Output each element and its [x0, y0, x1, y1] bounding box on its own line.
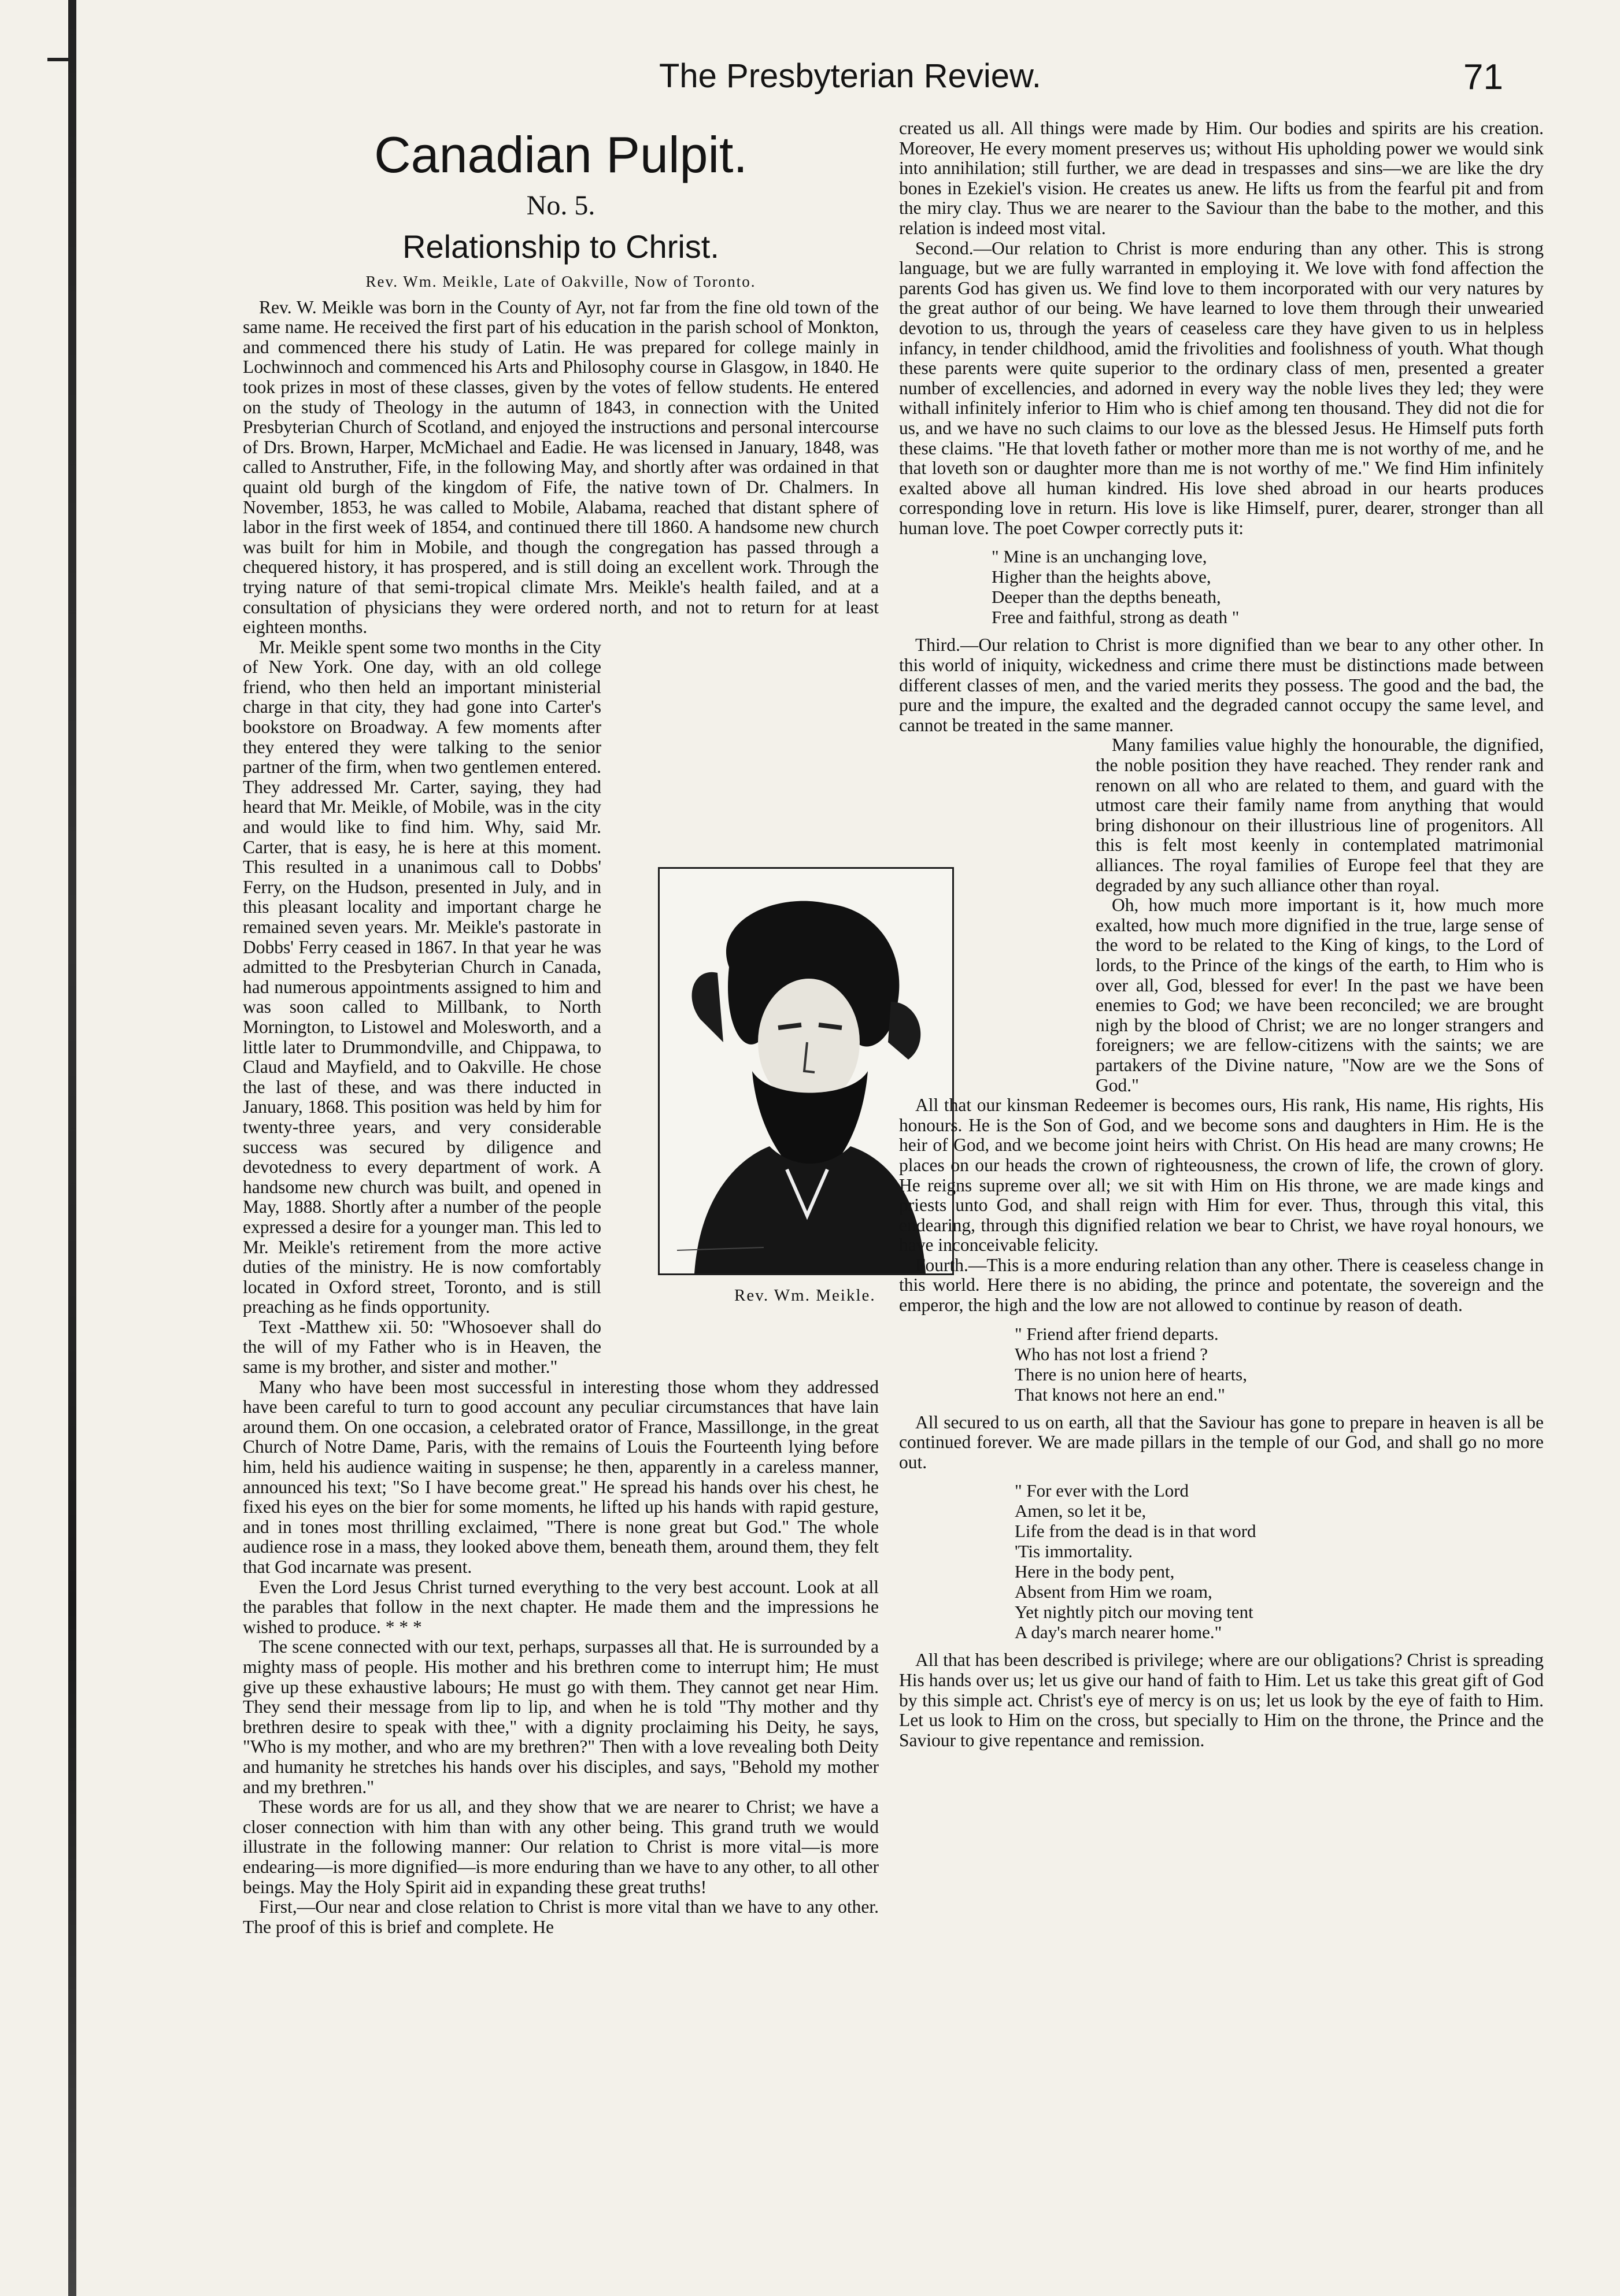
page-number: 71 — [1463, 57, 1503, 97]
paragraph: First,—Our near and close relation to Christ is more vital than we have to any other. The proof of this is brief and complete. He — [243, 1897, 879, 1937]
verse-line: A day's march nearer home." — [1015, 1622, 1222, 1643]
paragraph: All that has been described is privilege; where are our obligations? Christ is spreading His hands over us; let us give our hand of faith to Him. Let us take this great gift of God by this simple act. Christ's eye of mercy is on us; let us look by the eye of faith to Him. Let us look to Him on the cross, but specially to Him on the throne, the Prince and the Saviour to give repentance and remission. — [899, 1650, 1544, 1750]
verse-line: Higher than the heights above, — [992, 566, 1211, 587]
paragraph: All secured to us on earth, all that the Saviour has gone to prepare in heaven is all be continued forever. We are made pillars in the temple of our God, and shall go no more out. — [899, 1412, 1544, 1472]
article-number: No. 5. — [526, 190, 596, 221]
verse-quote — [992, 546, 1544, 627]
verse-quote — [1015, 1324, 1544, 1405]
paragraph: These words are for us all, and they show that we are nearer to Christ; we have a closer connection with him than with any other being. This grand truth we would illustrate in the following manner: Our relation to Christ is more vital—is more endearing—is more dignified—is more enduring than we have to any other, to all other beings. May the Holy Spirit aid in expanding these great truths! — [243, 1797, 879, 1897]
paragraph: Rev. W. Meikle was born in the County of Ayr, not far from the fine old town of the same name. He received the first part of his education in the parish school of Monkton, and commenced there his study of Latin. He was prepared for college mainly in Lochwinnoch and commenced his Arts and Philosophy course in Glasgow, in 1840. He took prizes in most of these classes, given by the votes of fellow students. He entered on the study of Theology in the autumn of 1843, in connection with the United Presbyterian Church of Scotland, and enjoyed the instructions and personal intercourse of Drs. Brown, Harper, McMichael and Eadie. He was licensed in January, 1848, was called to Anstruther, Fife, in the following May, and shortly after was ordained in that quaint old burgh of the kingdom of Fife, the native town of Dr. Chalmers. In November, 1853, he was called to Mobile, Alabama, reached that distant sphere of labor in the first week of 1854, and continued there till 1860. A handsome new church was built for him in Mobile, and though the congregation has passed through a chequered history, it has prospered, and is still doing an excellent work. Through the trying nature of that semi-tropical climate Mrs. Meikle's health failed, and at a consultation of physicians they were ordered north, and not to return for at least eighteen months. — [243, 297, 879, 638]
article-subtitle: Relationship to Christ. — [402, 228, 719, 265]
verse-line: Who has not lost a friend ? — [1015, 1343, 1208, 1364]
verse-line: Here in the body pent, — [1015, 1561, 1175, 1582]
paragraph: Fourth.—This is a more enduring relation than any other. There is ceaseless change in this world. Here there is no abiding, the prince and potentate, the sovereign and the emperor, the high and the low are not allowed to continue by reason of death. — [899, 1254, 1544, 1316]
binding-shadow — [68, 0, 76, 2296]
verse-line: Free and faithful, strong as death " — [992, 607, 1240, 628]
verse-line: " Friend after friend departs. — [1015, 1323, 1219, 1344]
paragraph: Text -Matthew xii. 50: "Whosoever shall do the will of my Father who is in Heaven, the same is my brother, and sister and mother." — [243, 1316, 601, 1377]
verse-line: 'Tis immortality. — [1015, 1541, 1133, 1562]
paragraph: Many who have been most successful in interesting those whom they addressed have been careful to turn to good account any peculiar circumstances that have lain around them. On one occasion, a celebrated orator of France, Massillonge, in the great Church of Notre Dame, Paris, with the remains of Louis the Fourteenth lying before him, held his audience waiting in suspense; he then, apparently in a careless manner, announced his text; "So I have become great." He spread his hands over his chest, he fixed his eyes on the bier for some moments, he lifted up his hands with rapid gesture, and in tones most thrilling exclaimed, "There is none great but God." The whole audience rose in a mass, they looked above them, beneath them, around them, they felt that God incarnate was present. — [243, 1376, 879, 1577]
verse-line: Yet nightly pitch our moving tent — [1015, 1602, 1253, 1623]
scan-mark — [47, 58, 69, 61]
paragraph: Many families value highly the honourable, the dignified, the noble position they have reached. They render rank and renown on all who are related to them, and guard with the utmost care their family name from anything that would bring dishonour on their illustrious line of progenitors. All this is felt most keenly in contemplated matrimonial alliances. The royal families of Europe feel that they are degraded by any such alliance other than royal. — [1096, 735, 1544, 895]
verse-line: Amen, so let it be, — [1015, 1501, 1146, 1521]
section-title: Canadian Pulpit. — [374, 126, 748, 183]
verse-line: " Mine is an unchanging love, — [992, 546, 1207, 567]
verse-line: " For ever with the Lord — [1015, 1480, 1189, 1501]
paragraph: Oh, how much more important is it, how much more exalted, how much more dignified in the true, large sense of the word to be related to the King of kings, to the Lord of lords, to the Prince of the kings of the earth, to Him who is over all, God, blessed for ever! In the past we have been enemies to God; we have been reconciled; we are brought nigh by the blood of Christ; we are no longer strangers and foreigners; we are fellow-citizens with the saints; we are partakers of the Divine nature, "Now are we the Sons of God." — [1096, 895, 1544, 1095]
verse-line: Deeper than the depths beneath, — [992, 587, 1221, 608]
paragraph: Second.—Our relation to Christ is more enduring than any other. This is strong language, but we are fully warranted in employing it. We love with fond affection the parents God has given us. We find love to them incorporated with our very natures by the great author of our being. We have learned to love them through their unwearied devotion to us, through the years of ceaseless care they have given to us in helpless infancy, in tender childhood, amid the frivolities and foolishness of youth. What though these parents were quite superior to the ordinary class of men, presented a greater number of excellencies, and adorned in every way the noble lives they led; they were withall infinitely inferior to Him who is chief among ten thousand. They did not die for us, and we have no such claims to our love as the blessed Jesus. He Himself puts forth these claims. "He that loveth father or mother more than me is not worthy of me, and he that loveth son or daughter more than me is not worthy of me." We find Him infinitely exalted above all human kindred. His love shed abroad in our hearts produces corresponding love in return. His love is like Himself, purer, dearer, stronger than all human love. The poet Cowper correctly puts it: — [899, 238, 1544, 538]
paragraph: Mr. Meikle spent some two months in the City of New York. One day, with an old college friend, who then held an important ministerial charge in that city, they had gone into Carter's bookstore on Broadway. A few moments after they entered they were talking to the senior partner of the firm, when two gentlemen entered. They addressed Mr. Carter, saying, they had heard that Mr. Meikle, of Mobile, was in the city and would like to find him. Why, said Mr. Carter, that is easy, he is here at this moment. This resulted in a unanimous call to Dobbs' Ferry, on the Hudson, presented in July, and in this pleasant locality and important charge he remained seven years. Mr. Meikle's pastorate in Dobbs' Ferry ceased in 1867. In that year he was admitted to the Presbyterian Church in Canada, had numerous appointments assigned to him and was soon called to Millbank, to North Mornington, to Listowel and Molesworth, and a little later to Drummondville, and Chippawa, to Claud and Mayfield, and to Oakville. He chose the last of these, and was there inducted in January, 1868. This position was held by him for twenty-three years, and very considerable success was secured by diligence and devotedness to every department of work. A handsome new church was built, and opened in May, 1888. Shortly after a number of the people expressed a desire for a younger man. This led to Mr. Meikle's retirement from the more active duties of the ministry. He is now comfortably located in Oxford street, Toronto, and is still preaching as he finds opportunity. — [243, 636, 601, 1317]
right-column — [899, 118, 1544, 1750]
portrait-caption: Rev. Wm. Meikle. — [734, 1286, 876, 1305]
byline: Rev. Wm. Meikle, Late of Oakville, Now of Toronto. — [365, 273, 756, 290]
verse-line: There is no union here of hearts, — [1015, 1364, 1248, 1384]
verse-quote — [1015, 1480, 1544, 1642]
verse-line: That knows not here an end." — [1015, 1384, 1225, 1405]
paragraph: created us all. All things were made by Him. Our bodies and spirits are his creation. Moreover, He every moment preserves us; without His upholding power we would sink into annihilation; still further, we are dead in trespasses and sins—we are like the dry bones in Ezekiel's vision. He creates us anew. He lifts us from the fearful pit and from the miry clay. Thus we are nearer to the Saviour than the babe to the mother, and this relation is indeed most vital. — [899, 118, 1544, 238]
paragraph: Even the Lord Jesus Christ turned everything to the very best account. Look at all the parables that follow in the next chapter. He made them and the impressions he wished to produce. * * * — [243, 1576, 879, 1637]
paragraph: All that our kinsman Redeemer is becomes ours, His rank, His name, His rights, His honours. He is the Son of God, and we become sons and daughters in Him. He is the heir of God, and we become joint heirs with Christ. On His head are many crowns; He places on our heads the crown of righteousness, the crown of life, the crown of glory. He reigns supreme over all; we sit with Him on His throne, we are made kings and priests unto God, and shall reign with Him for ever. Thus, through this vital, this endearing, through this dignified relation we bear to Christ, we have royal honours, we have inconceivable felicity. — [899, 1095, 1544, 1256]
paragraph: The scene connected with our text, perhaps, surpasses all that. He is surrounded by a mighty mass of people. His mother and his brethren come to interrupt him; He must give up these exhaustive labours; He must go with them. They cannot get near Him. They send their message from lip to lip, and when he is told "Thy mother and thy brethren desire to speak with thee," with a dignity proclaiming his Deity, he says, "Who is my mother, and who are my brethren?" Then with a love revealing both Deity and humanity he stretches his hands over his disciples, and says, "Behold my mother and my brethren." — [243, 1636, 879, 1797]
running-title: The Presbyterian Review. — [659, 57, 1041, 95]
verse-line: Life from the dead is in that word — [1015, 1521, 1256, 1542]
verse-line: Absent from Him we roam, — [1015, 1582, 1212, 1602]
paragraph: Third.—Our relation to Christ is more dignified than we bear to any other other. In this world of iniquity, wickedness and crime there must be distinctions made between different classes of men, and the varied merits they possess. The good and the bad, the pure and the impure, the exalted and the degraded cannot occupy the same level, and cannot be treated in the same manner. — [899, 635, 1544, 735]
